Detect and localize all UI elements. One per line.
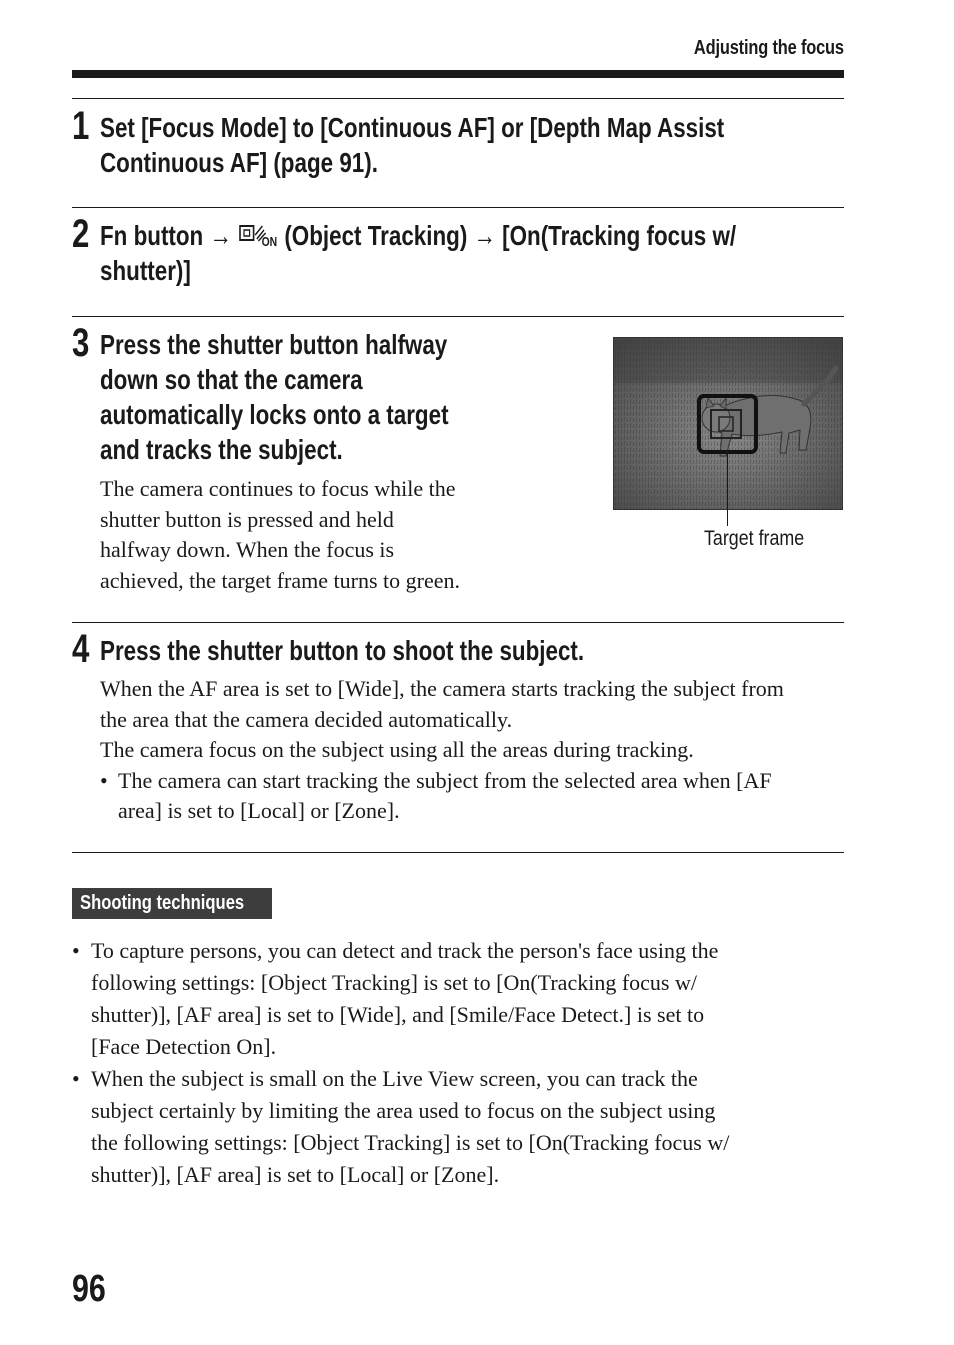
object-tracking-on-icon: [238, 223, 278, 247]
step-1-heading: Set [Focus Mode] to [Continuous AF] or [Depth Map Assist Continuous AF] (page 91).: [100, 112, 725, 178]
list-item: • To capture persons, you can detect and track the person's face using the following settings: [Object Tracking] is set to [On(Tracking focus w/ shutter)], [AF area] is set to [Wide], and [Smile/Face Detect.] is set to [Face Detection On].: [72, 935, 844, 1063]
step-4-body: When the AF area is set to [Wide], the camera starts tracking the subject from the area that the camera decided automatically. The camera focus on the subject using all the areas during tracking. • The camera can start tracking the subject from the selected area when [AF area] is set to [Local] or [Zone].: [100, 674, 844, 827]
arrow-icon: →: [473, 220, 496, 251]
step-3-body: The camera continues to focus while the shutter button is pressed and held halfway down. When the focus is achieved, the target frame turns to green.: [100, 476, 460, 593]
shooting-techniques-badge: Shooting techniques: [72, 888, 272, 919]
list-item: • The camera can start tracking the subject from the selected area when [AF area] is set to [Local] or [Zone].: [100, 766, 844, 827]
step-number: 4: [72, 627, 90, 671]
techniques-list: [72, 935, 844, 1191]
list-item: • When the subject is small on the Live View screen, you can track the subject certainly by limiting the area used to focus on the subject using the following settings: [Object Tracking] is set to [On(Tracking focus w/ shutter)], [AF area] is set to [Local] or [Zone].: [72, 1063, 844, 1191]
step-number: 3: [72, 321, 90, 365]
target-frame-label: Target frame: [704, 527, 805, 550]
arrow-icon: →: [209, 220, 232, 251]
svg-text:ON: ON: [261, 234, 277, 247]
step-4-heading: Press the shutter button to shoot the subject.: [100, 635, 585, 666]
header-rule: [72, 70, 844, 78]
section-title: Adjusting the focus: [694, 37, 844, 59]
divider: [72, 207, 844, 208]
page-number: 96: [72, 1268, 106, 1310]
step-2-heading: Fn button → ON (Object Tracking) → [On(Tracking focus w/ shutter)]: [100, 220, 737, 286]
divider: [72, 98, 844, 99]
object-tracking-photo: [613, 337, 843, 510]
divider: [72, 622, 844, 623]
divider: [72, 316, 844, 317]
divider: [72, 852, 844, 853]
callout-line: [727, 450, 728, 526]
step-3-heading: Press the shutter button halfway down so that the camera automatically locks onto a target and tracks the subject.: [100, 329, 449, 465]
step-number: 2: [72, 212, 90, 256]
step-number: 1: [72, 104, 90, 148]
